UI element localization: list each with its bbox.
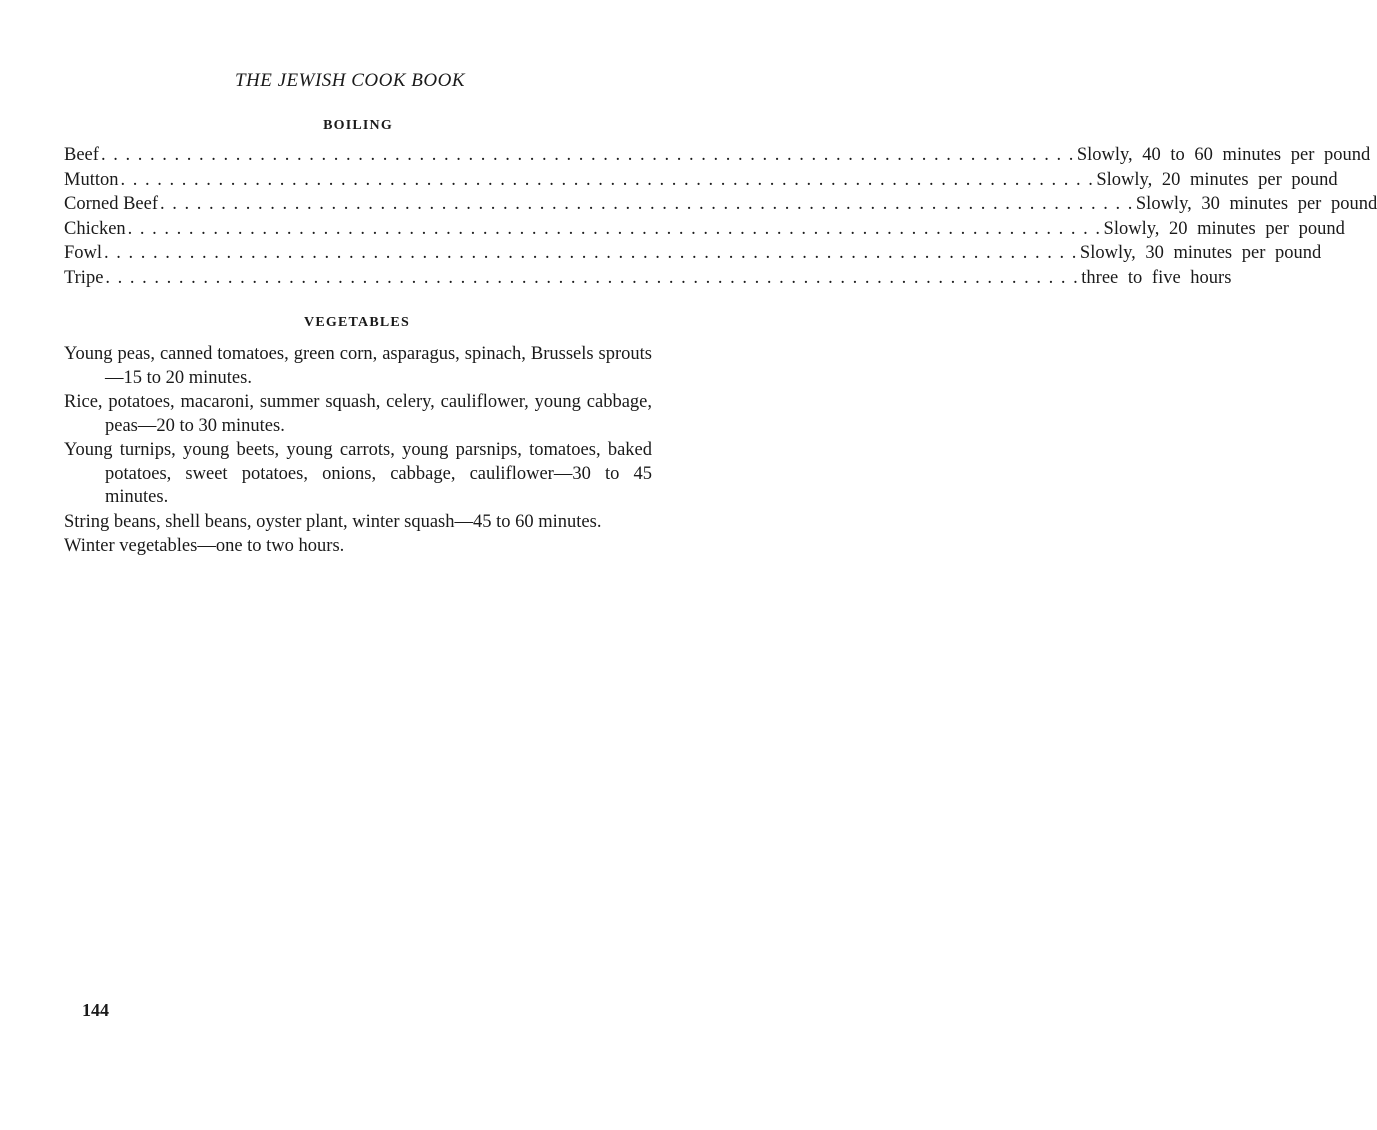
boiling-item: Chicken bbox=[64, 218, 126, 239]
vegetables-list bbox=[64, 343, 652, 560]
vegetables-entry: Winter vegetables—one to two hours. bbox=[64, 536, 345, 556]
boiling-table bbox=[64, 145, 1377, 293]
boiling-row-fowl bbox=[64, 243, 1322, 268]
leader-dots: . . . . . . . . . . . . . . . . . . . . . . . . . . . . . . . . . . . . . . . . . . . . . . . . . . . . . . . . . . . . . . . . . . . . . . . . . . . . . . . . bbox=[160, 194, 1134, 215]
boiling-time: Slowly, 30 minutes per pound bbox=[1135, 194, 1377, 215]
vegetables-entry: Young peas, canned tomatoes, green corn, asparagus, spinach, Brussels sprouts—15 to 20 minutes. bbox=[64, 344, 652, 388]
vegetables-entry: String beans, shell beans, oyster plant, winter squash—45 to 60 minutes. bbox=[64, 511, 602, 532]
leader-dots: . . . . . . . . . . . . . . . . . . . . . . . . . . . . . . . . . . . . . . . . . . . . . . . . . . . . . . . . . . . . . . . . . . . . . . . . . . . . . . . . bbox=[105, 267, 1080, 288]
vegetables-heading: VEGETABLES bbox=[304, 315, 410, 330]
running-header: THE JEWISH COOK BOOK bbox=[234, 70, 466, 91]
boiling-row-mutton bbox=[64, 169, 1338, 195]
boiling-item: Fowl bbox=[64, 243, 103, 264]
boiling-row-beef bbox=[64, 145, 1371, 170]
boiling-item: Corned Beef bbox=[64, 194, 159, 215]
boiling-item: Mutton bbox=[64, 169, 119, 190]
boiling-time: Slowly, 20 minutes per pound bbox=[1096, 169, 1338, 190]
boiling-item: Tripe bbox=[64, 267, 104, 288]
boiling-time: Slowly, 20 minutes per pound bbox=[1103, 218, 1345, 239]
boiling-time: Slowly, 40 to 60 minutes per pound bbox=[1076, 145, 1371, 165]
leader-dots: . . . . . . . . . . . . . . . . . . . . . . . . . . . . . . . . . . . . . . . . . . . . . . . . . . . . . . . . . . . . . . . . . . . . . . . . . . . . . . . . bbox=[100, 145, 1075, 165]
boiling-time: Slowly, 30 minutes per pound bbox=[1079, 243, 1322, 264]
vegetables-entry: Young turnips, young beets, young carrots, young parsnips, tomatoes, baked potatoes, sweet potatoes, onions, cabbage, cauliflower—30 to 45 minutes. bbox=[64, 440, 652, 507]
boiling-item: Beef bbox=[64, 145, 99, 165]
boiling-heading: BOILING bbox=[323, 118, 393, 133]
leader-dots: . . . . . . . . . . . . . . . . . . . . . . . . . . . . . . . . . . . . . . . . . . . . . . . . . . . . . . . . . . . . . . . . . . . . . . . . . . . . . . . . bbox=[104, 243, 1078, 264]
page-number: 144 bbox=[82, 1000, 109, 1020]
leader-dots: . . . . . . . . . . . . . . . . . . . . . . . . . . . . . . . . . . . . . . . . . . . . . . . . . . . . . . . . . . . . . . . . . . . . . . . . . . . . . . . . bbox=[127, 218, 1102, 239]
boiling-row-tripe bbox=[64, 267, 1232, 293]
leader-dots: . . . . . . . . . . . . . . . . . . . . . . . . . . . . . . . . . . . . . . . . . . . . . . . . . . . . . . . . . . . . . . . . . . . . . . . . . . . . . . . . bbox=[120, 169, 1095, 190]
boiling-row-chicken bbox=[64, 218, 1345, 244]
boiling-row-corned-beef bbox=[64, 194, 1377, 219]
boiling-time: three to five hours bbox=[1081, 267, 1232, 288]
vegetables-entry: Rice, potatoes, macaroni, summer squash, celery, cauliflower, young cabbage, peas—20 to 30 minutes. bbox=[64, 392, 652, 436]
